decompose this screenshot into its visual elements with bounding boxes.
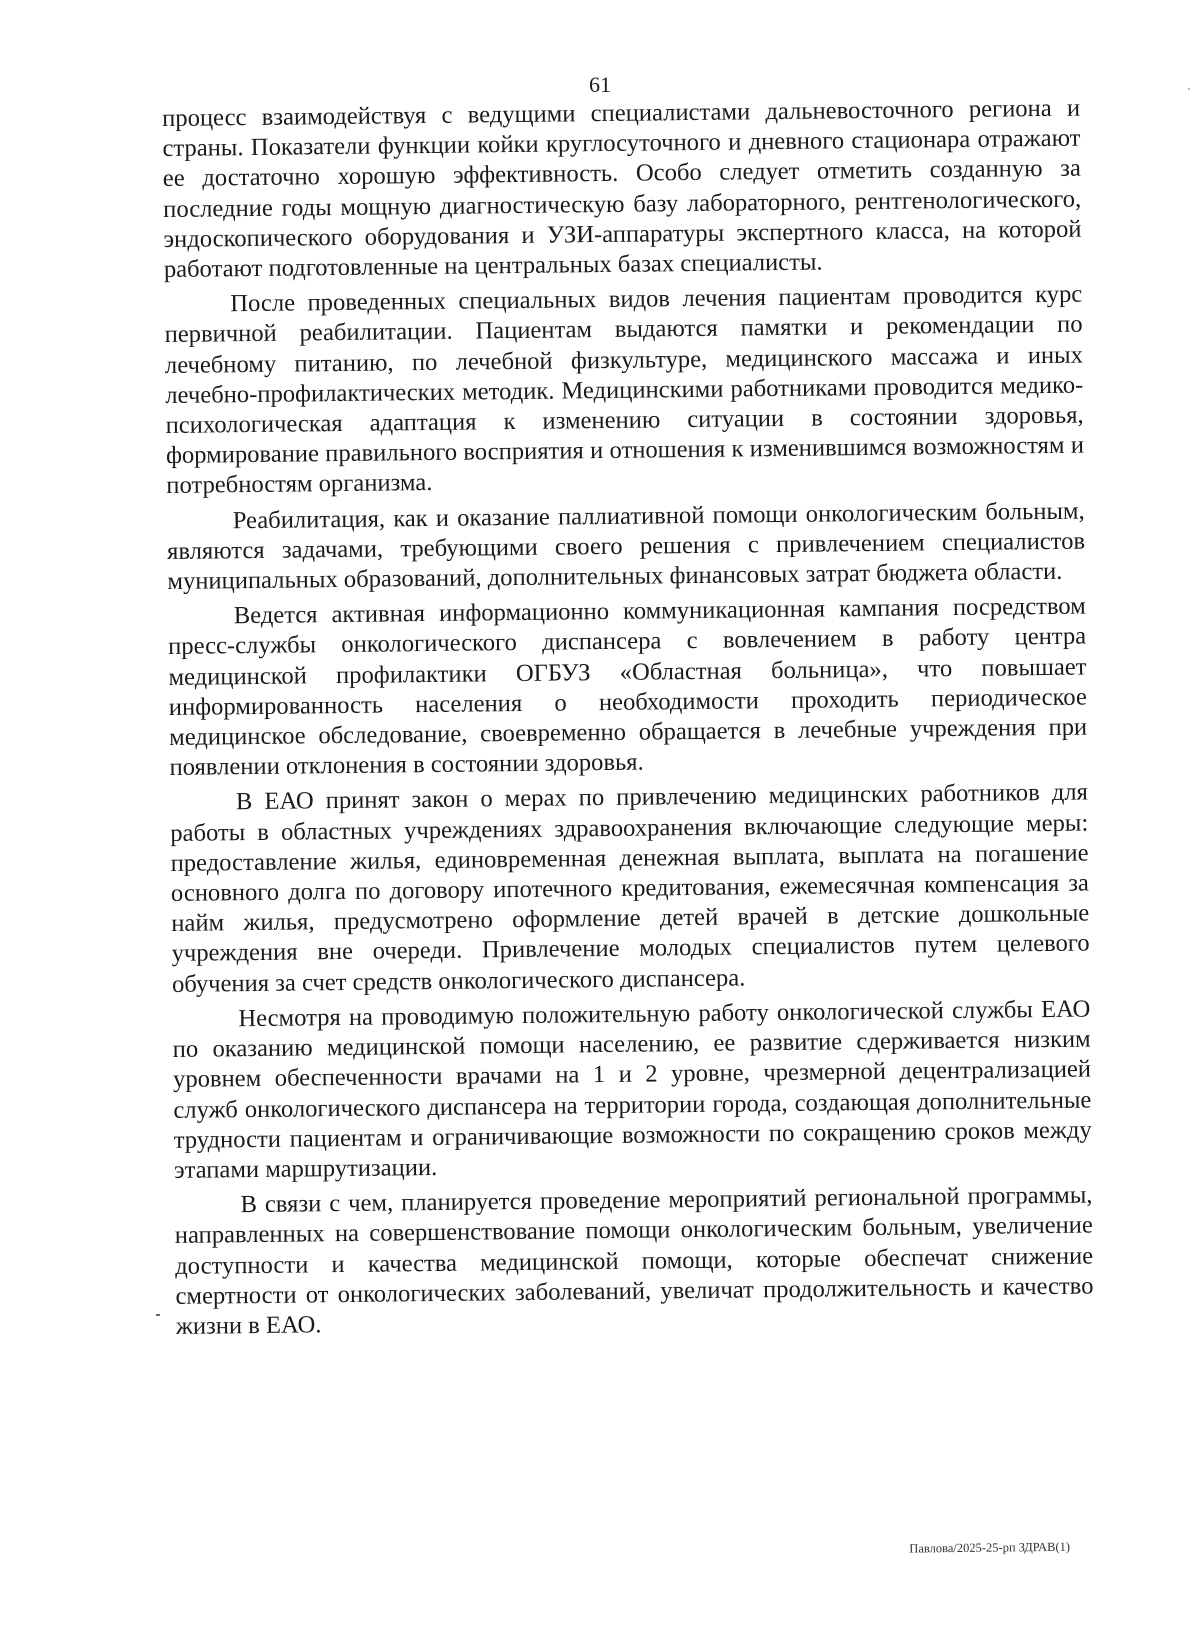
paragraph-continuation: процесс взаимодействуя с ведущими специалистами дальневосточного региона и страны. Показатели функции койки круглосуточного и дневного стационара отражают ее достаточно хорошую эффективность. Особо следует отметить созданную за последние годы мощную диагностическую базу лабораторного, рентгенологического, эндоскопического оборудования и УЗИ-аппаратуры экспертного класса, на которой работают подготовленные на центральных базах специалисты. xyxy=(162,94,1082,284)
paragraph-program-measures: В связи с чем, планируется проведение мероприятий региональной программы, направленных на совершенствование помощи онкологическим больным, увеличение доступности и качества медицинской помощи, которые обеспечат снижение смертности от онкологических заболеваний, увеличат продолжительность и качество жизни в ЕАО. xyxy=(174,1181,1094,1340)
body-text xyxy=(162,94,1094,1347)
paragraph-palliative-care: Реабилитация, как и оказание паллиативной помощи онкологическим больным, являются задачами, требующими своего решения с привлечением специалистов муниципальных образований, дополнительных финансовых затрат бюджета области. xyxy=(166,497,1086,596)
paragraph-rehabilitation-course: После проведенных специальных видов лечения пациентам проводится курс первичной реабилитации. Пациентам выдаются памятки и рекомендации по лечебному питанию, по лечебной физкультуре, медицинского массажа и иных лечебно-профилактических методик. Медицинскими работниками проводится медико-психологическая адаптация к изменению ситуации в состоянии здоровья, формирование правильного восприятия и отношения к изменившимся возможностям и потребностям организма. xyxy=(164,280,1085,500)
document-footer-code: Павлова/2025-25-рп ЗДРАВ(1) xyxy=(909,1539,1071,1556)
scan-artifact-dot xyxy=(1188,88,1190,90)
paragraph-service-problems: Несмотря на проводимую положительную работу онкологической службы ЕАО по оказанию медицинской помощи населению, ее развитие сдерживается низким уровнем обеспеченности врачами на 1 и 2 уровне, чрезмерной децентрализацией служб онкологического диспансера на территории города, создающая дополнительные трудности пациентам и ограничивающие возможности по сокращению сроков между этапами маршрутизации. xyxy=(172,995,1092,1184)
paragraph-staff-attraction-law: В ЕАО принят закон о мерах по привлечению медицинских работников для работы в областных учреждениях здравоохранения включающие следующие меры: предоставление жилья, единовременная денежная выплата, выплата на погашение основного долга по договору ипотечного кредитования, ежемесячная компенсация за найм жилья, предусмотрено оформление детей врачей в детские дошкольные учреждения вне очереди. Привлечение молодых специалистов путем целевого обучения за счет средств онкологического диспансера. xyxy=(170,779,1090,998)
page-number: 61 xyxy=(589,72,611,97)
paragraph-information-campaign: Ведется активная информационно коммуникационная кампания посредством пресс-службы онкологического диспансера с вовлечением в работу центра медицинской профилактики ОГБУЗ «Областная больница», что повышает информированность населения о необходимости проходить периодическое медицинское обследование, своевременно обращается в лечебные учреждения при появлении отклонения в состоянии здоровья. xyxy=(168,592,1088,782)
scan-artifact-mark xyxy=(156,1314,160,1316)
